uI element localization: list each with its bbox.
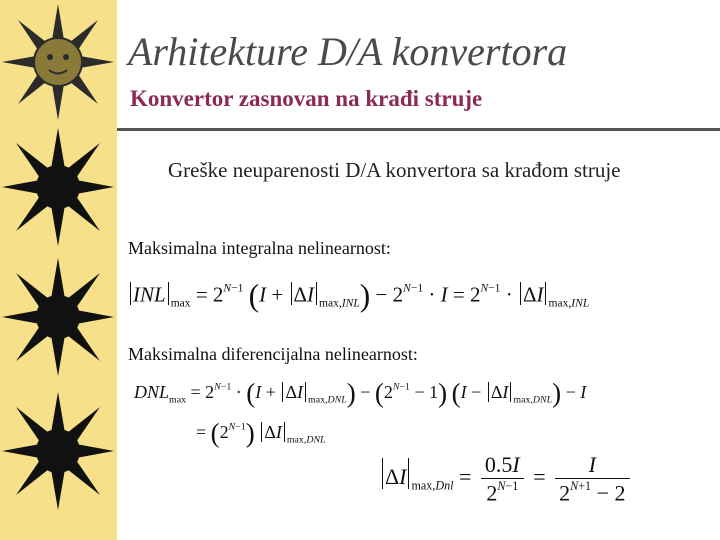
slide-subtitle: Konvertor zasnovan na krađi struje: [130, 86, 483, 111]
dnl-label: Maksimalna diferencijalna nelinearnost:: [128, 344, 418, 364]
title-divider: [117, 128, 720, 131]
sun-icon: [2, 128, 114, 246]
dnl-equation-line2: = $(2^{N-1})$ ΔI $_{max,DNL}$: [196, 418, 326, 448]
dnl-equation-line1: $DNL_{max} = 2^{N-1} \cdot (I + \Delta I$ $_{max,DNL}) - (2^{N-1} - 1) (I - \Delta I$ $_{max,DNL}$) − I: [134, 378, 587, 408]
slide-title: Arhitekture D/A konvertora: [128, 29, 568, 74]
sun-face-icon: [2, 4, 114, 120]
bullet-text: Greške neuparenosti D/A konvertora sa krađom struje: [168, 158, 621, 182]
inl-equation: INL $_{max} = 2^{N-1}$ (I + ΔI $_{max,INL}) - 2^{N-1} \cdot I = 2^{N-1} \cdot \Delta I$ $_{max,INL}$: [128, 278, 589, 314]
sun-icon: [2, 392, 114, 510]
inl-label: Maksimalna integralna nelinearnost:: [128, 238, 391, 258]
dnl-equation-line3: ΔI $_{max,Dnl}$ = $\frac{0.5I}{2^{N-1}}$ = $\frac{I}{2^{N+1} - 2}$: [380, 452, 634, 506]
sun-icon: [2, 258, 114, 376]
